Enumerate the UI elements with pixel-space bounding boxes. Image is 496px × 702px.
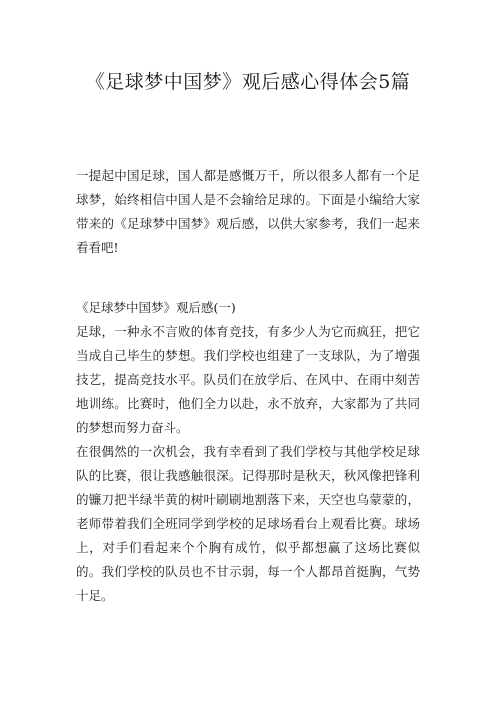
body-paragraph: 足球，一种永不言败的体育竞技，有多少人为它而疯狂，把它当成自己毕生的梦想。我们学校也组建了一支球队，为了增强技艺，提高竞技水平。队员们在放学后、在风中、在雨中刻苦地训练。比赛时，他们全力以赴，永不放弃，大家都为了共同的梦想而努力奋斗。 xyxy=(76,324,420,435)
body-paragraph: 在很偶然的一次机会，我有幸看到了我们学校与其他学校足球队的比赛，很让我感触很深。记得那时是秋天，秋风像把锋利的镰刀把半绿半黄的树叶刷刷地割落下来，天空也乌蒙蒙的，老师带着我们全班同学到学校的足球场看台上观看比赛。球场上，对手们看起来个个胸有成竹，似乎都想赢了这场比赛似的。我们学校的队员也不甘示弱，每一个人都昂首挺胸，气势十足。 xyxy=(76,444,420,603)
document-title: 《足球梦中国梦》观后感心得体会5篇 xyxy=(85,71,411,93)
section-heading: 《足球梦中国梦》观后感(一) xyxy=(76,300,236,315)
intro-paragraph: 一提起中国足球，国人都是感慨万千，所以很多人都有一个足球梦，始终相信中国人是不会输给足球的。下面是小编给大家带来的《足球梦中国梦》观后感，以供大家参考，我们一起来看看吧! xyxy=(76,168,420,255)
